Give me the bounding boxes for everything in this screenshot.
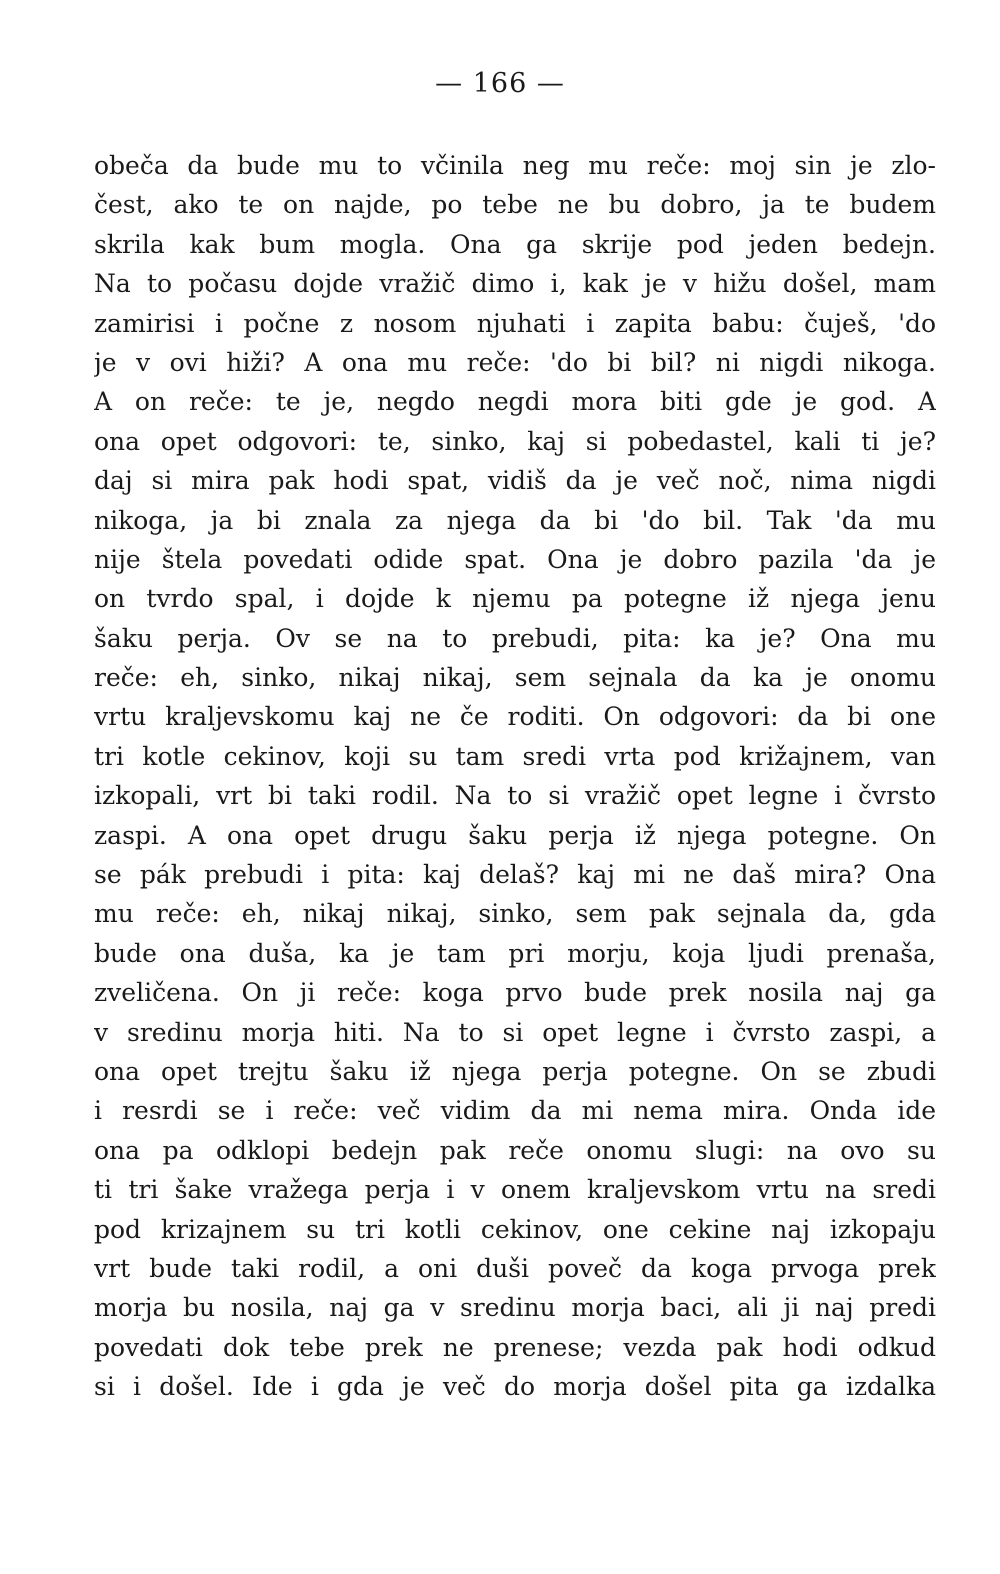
- text-line: morja bu nosila, naj ga v sredinu morja baci, ali ji naj predi: [94, 1293, 936, 1323]
- text-line: on tvrdo spal, i dojde k njemu pa potegne iž njega jenu: [94, 584, 936, 614]
- text-line: je v ovi hiži? A ona mu reče: 'do bi bil? ni nigdi nikoga.: [94, 347, 936, 377]
- text-line: bude ona duša, ka je tam pri morju, koja ljudi prenaša,: [94, 938, 936, 968]
- page-number: — 166 —: [435, 68, 565, 99]
- text-line: daj si mira pak hodi spat, vidiš da je več noč, nima nigdi: [94, 466, 936, 496]
- text-line: v sredinu morja hiti. Na to si opet legne i čvrsto zaspi, a: [94, 1017, 936, 1047]
- text-line: A on reče: te je, negdo negdi mora biti gde je god. A: [94, 387, 936, 417]
- text-line: povedati dok tebe prek ne prenese; vezda pak hodi odkud: [94, 1332, 936, 1362]
- text-line: šaku perja. Ov se na to prebudi, pita: ka je? Ona mu: [94, 623, 936, 653]
- text-line: i resrdi se i reče: več vidim da mi nema mira. Onda ide: [94, 1096, 936, 1126]
- text-line: zaspi. A ona opet drugu šaku perja iž njega potegne. On: [94, 820, 936, 850]
- text-line: si i došel. Ide i gda je več do morja došel pita ga izdalka: [94, 1372, 936, 1402]
- text-line: nikoga, ja bi znala za njega da bi 'do bil. Tak 'da mu: [94, 505, 936, 535]
- text-line: tri kotle cekinov, koji su tam sredi vrta pod križajnem, van: [94, 741, 936, 771]
- body-text: [94, 146, 936, 1407]
- text-line: pod krizajnem su tri kotli cekinov, one cekine naj izkopaju: [94, 1214, 936, 1244]
- text-line: ti tri šake vražega perja i v onem kraljevskom vrtu na sredi: [94, 1175, 936, 1205]
- text-line: vrtu kraljevskomu kaj ne če roditi. On odgovori: da bi one: [94, 702, 936, 732]
- text-line: nije štela povedati odide spat. Ona je dobro pazila 'da je: [94, 544, 936, 574]
- text-line: zamirisi i počne z nosom njuhati i zapita babu: čuješ, 'do: [94, 308, 936, 338]
- text-line: ona opet trejtu šaku iž njega perja potegne. On se zbudi: [94, 1056, 936, 1086]
- text-line: mu reče: eh, nikaj nikaj, sinko, sem pak sejnala da, gda: [94, 899, 936, 929]
- text-line: skrila kak bum mogla. Ona ga skrije pod jeden bedejn.: [94, 229, 936, 259]
- text-line: vrt bude taki rodil, a oni duši poveč da koga prvoga prek: [94, 1253, 936, 1283]
- text-line: ona pa odklopi bedejn pak reče onomu slugi: na ovo su: [94, 1135, 936, 1165]
- text-line: obeča da bude mu to včinila neg mu reče: moj sin je zlo-: [94, 151, 936, 180]
- text-line: izkopali, vrt bi taki rodil. Na to si vražič opet legne i čvrsto: [94, 781, 936, 811]
- text-line: zveličena. On ji reče: koga prvo bude prek nosila naj ga: [94, 978, 936, 1008]
- text-line: reče: eh, sinko, nikaj nikaj, sem sejnala da ka je onomu: [94, 663, 936, 693]
- text-line: ona opet odgovori: te, sinko, kaj si pobedastel, kali ti je?: [94, 426, 936, 456]
- text-line: se pák prebudi i pita: kaj delaš? kaj mi ne daš mira? Ona: [94, 860, 936, 890]
- text-line: Na to počasu dojde vražič dimo i, kak je v hižu došel, mam: [94, 269, 936, 299]
- text-line: čest, ako te on najde, po tebe ne bu dobro, ja te budem: [94, 190, 936, 220]
